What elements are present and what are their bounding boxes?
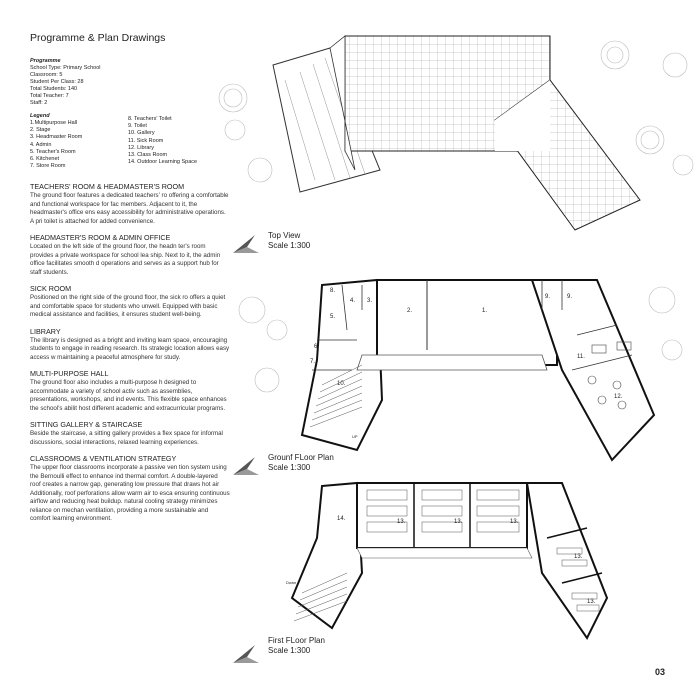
legend-item: 1.Multipurpose Hall xyxy=(30,120,78,126)
section-library xyxy=(30,326,230,363)
section-heading: SITTING GALLERY & STAIRCASE xyxy=(30,420,143,429)
text-column xyxy=(30,32,230,672)
legend-item: 5. Teacher's Room xyxy=(30,148,76,155)
legend-item: 11. Sick Room xyxy=(128,137,164,144)
room-label: 13. xyxy=(587,599,596,605)
room-label: 3. xyxy=(367,298,373,304)
section-body: The ground floor features a dedicated teachers' ro offering a comfortable and functional workspace for fac members. Adjacent to it, the headmaster's office ens easy accessibility for administrative operations. A pri toilet is attached for added convenience. xyxy=(30,192,229,225)
legend-item: 2. Stage xyxy=(30,127,51,134)
room-label: 13. xyxy=(397,519,406,525)
first-floor-caption xyxy=(268,636,325,656)
section-heading: MULTI-PURPOSE HALL xyxy=(30,369,109,378)
section-sick-room xyxy=(30,284,226,320)
room-label: 9. xyxy=(567,294,573,300)
legend-block xyxy=(30,113,202,175)
drawing-name: First FLoor Plan xyxy=(268,636,325,645)
legend-column-2 xyxy=(128,116,197,166)
legend-item: 3. Headmaster Room xyxy=(30,134,83,141)
room-label: 13. xyxy=(510,519,519,525)
section-sitting-gallery xyxy=(30,420,223,447)
ground-floor-caption xyxy=(268,453,334,473)
first-floor-plan xyxy=(262,478,700,643)
room-label: 10. xyxy=(337,381,346,387)
legend-heading: Legend xyxy=(30,113,50,119)
section-body: Beside the staircase, a sitting gallery provides a flex space for informal discussions, social interactions, relaxed learning experiences. xyxy=(30,430,223,446)
legend-item: 13. Class Room xyxy=(128,152,168,159)
top-view-drawing xyxy=(205,20,700,240)
room-label: 13. xyxy=(574,554,583,560)
drawing-name: Grounf FLoor Plan xyxy=(268,453,334,462)
programme-line: Total Students: 140 xyxy=(30,86,78,92)
programme-line: Staff: 2 xyxy=(30,100,48,106)
room-label: 14. xyxy=(337,516,346,522)
room-label: 9. xyxy=(545,294,551,300)
programme-heading: Programme xyxy=(30,58,61,64)
legend-item: 10. Gallery xyxy=(128,130,155,137)
top-view-caption xyxy=(268,231,310,251)
section-body: The library is designed as a bright and inviting learn space, encouraging students to engage in reading research. Its strategic location allows easy access w maintaining a peaceful atmosphere for study. xyxy=(30,336,230,361)
section-heading: CLASSROOMS & VENTILATION STRATEGY xyxy=(30,454,177,463)
section-body: Located on the left side of the ground floor, the headn ter's room provides a private workspace for school lea ship. Next to it, the admin office facilitates smooth d operations and serves as a support hub for staff students. xyxy=(30,243,221,276)
page-number: 03 xyxy=(655,667,666,677)
north-arrow-icon xyxy=(233,643,261,665)
ground-floor-plan xyxy=(222,270,700,465)
section-heading: SICK ROOM xyxy=(30,284,72,293)
section-teachers-room xyxy=(30,182,229,226)
legend-item: 9. Toilet xyxy=(128,123,147,130)
room-label: 7. xyxy=(310,359,316,365)
north-arrow-icon xyxy=(233,455,261,477)
room-label: 13. xyxy=(454,519,463,525)
legend-item: 14. Outdoor Learning Space xyxy=(128,159,198,166)
section-body: The ground floor also includes a multi-purpose h designed to accommodate a variety of school activ such as assemblies, presentations, workshops, and ind events. This flexible space enhances the school's abilit host different academic and extracurricular programs. xyxy=(30,379,227,412)
drawing-scale: Scale 1:300 xyxy=(268,646,311,655)
stair-up-label: UP xyxy=(352,434,358,439)
programme-line: School Type: Primary School xyxy=(30,65,101,71)
room-label: 11. xyxy=(577,354,585,360)
section-heading: TEACHERS' ROOM & HEADMASTER'S ROOM xyxy=(30,182,185,191)
legend-item: 7. Store Room xyxy=(30,163,66,170)
section-multipurpose-hall xyxy=(30,369,227,413)
room-label: 4. xyxy=(350,298,356,304)
legend-item: 4. Admin xyxy=(30,141,52,148)
drawing-scale: Scale 1:300 xyxy=(268,463,311,472)
programme-line: Classroom: 5 xyxy=(30,72,63,78)
legend-item: 6. Kitchenet xyxy=(30,156,60,163)
section-body: Positioned on the right side of the ground floor, the sick ro offers a quiet and comfortable space for students who unwell. Equipped with basic medical assistance and facilities, it ensures student well-being. xyxy=(30,294,226,318)
stair-down-label: Down xyxy=(286,580,297,585)
programme-line: Total Teacher: 7 xyxy=(30,93,69,99)
room-label: 1. xyxy=(482,308,488,314)
legend-column-1 xyxy=(30,120,82,170)
room-label: 6. xyxy=(314,344,320,350)
page-title: Programme & Plan Drawings xyxy=(30,32,166,44)
section-body: The upper floor classrooms incorporate a passive ven tion system using the Bernoulli effect to enhance ind thermal comfort. A double-layered roof creates a narrow gap, generating low pressure that draws hot air Additionally, roof perforations allow warm air to esca ensuring continuous airflow and reducing heat buildup. natural cooling strategy minimizes reliance on mechan ventilation, providing a more sustainable and comfort learning environment. xyxy=(30,464,230,522)
room-label: 5. xyxy=(330,314,336,320)
room-label: 2. xyxy=(407,308,413,314)
drawing-scale: Scale 1:300 xyxy=(268,241,311,250)
programme-line: Student Per Class: 28 xyxy=(30,79,84,85)
room-label: 12. xyxy=(614,394,623,400)
programme-block xyxy=(30,58,202,107)
room-label: 8. xyxy=(330,288,336,294)
section-ventilation xyxy=(30,454,230,524)
north-arrow-icon xyxy=(233,233,261,255)
drawing-name: Top View xyxy=(268,231,301,240)
section-heading: HEADMASTER'S ROOM & ADMIN OFFICE xyxy=(30,233,171,242)
section-headmaster-admin xyxy=(30,233,221,277)
legend-item: 12. Library xyxy=(128,144,154,151)
section-heading: LIBRARY xyxy=(30,326,61,336)
legend-item: 8. Teachers' Toilet xyxy=(128,116,172,122)
